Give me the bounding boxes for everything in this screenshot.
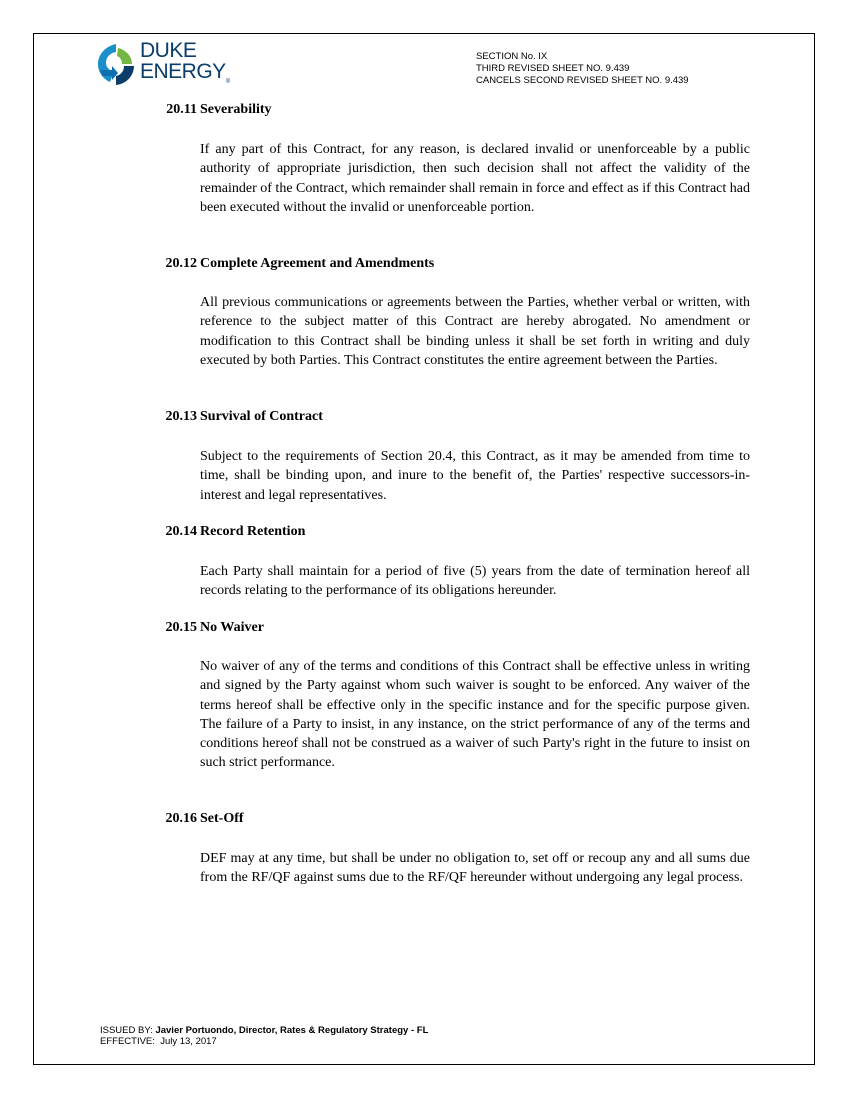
section-number: 20.11 <box>166 102 197 117</box>
section-paragraph: Each Party shall maintain for a period of five (5) years from the date of termination hereof all records relating to the performance of its obligations hereunder. <box>200 564 750 599</box>
logo-line-2: $ENERGY_®$ <box>140 60 230 86</box>
section-number: 20.14 <box>165 524 197 539</box>
section-number: 20.15 <box>165 620 197 635</box>
issued-label: ISSUED BY: <box>100 1025 153 1036</box>
section-no: SECTION No. IX <box>476 51 548 62</box>
effective-value: July 13, 2017 <box>160 1036 217 1047</box>
section-paragraph: All previous communications or agreements between the Parties, whether verbal or written, with reference to the subject matter of this Contract are hereby abrogated. No amendment or modification to this Contract shall be binding unless it shall be set forth in writing and duly executed by both Parties. This Contract constitutes the entire agreement between the Parties. <box>200 295 750 368</box>
effective-label: EFFECTIVE: <box>100 1036 155 1047</box>
section-number: 20.12 <box>165 256 197 271</box>
section-title: Set-Off <box>200 811 244 826</box>
section-paragraph: No waiver of any of the terms and conditions of this Contract shall be effective unless in writing and signed by the Party against whom such waiver is sought to be enforced. Any waiver of the terms hereof shall be effective only in the specific instance and for the specific purpose given. The failure of a Party to insist, in any instance, on the strict performance of any of the terms and conditions hereof shall not be construed as a waiver of such Party's right in the future to insist on such strict performance. <box>200 659 750 771</box>
issued-value: Javier Portuondo, Director, Rates & Regulatory Strategy - FL <box>155 1025 429 1036</box>
issued-by <box>100 1025 428 1036</box>
section-title: Survival of Contract <box>200 409 323 424</box>
section-paragraph: Subject to the requirements of Section 20.4, this Contract, as it may be amended from time to time, shall be binding upon, and inure to the benefit of, the Parties' respective successors-in-interest and legal representatives. <box>200 449 750 503</box>
footer <box>100 1025 428 1047</box>
duke-energy-logo-mark-icon <box>94 42 138 88</box>
duke-energy-logo <box>94 40 244 90</box>
section-number: 20.13 <box>165 409 197 424</box>
section-title: Severability <box>200 102 272 117</box>
section-number: 20.16 <box>165 811 197 826</box>
section-paragraph: If any part of this Contract, for any reason, is declared invalid or unenforceable by a public authority of appropriate jurisdiction, then such decision shall not affect the validity of the remainder of the Contract, which remainder shall remain in force and effect as if this Contract had been executed without the invalid or unenforceable portion. <box>200 142 750 215</box>
logo-line-1: DUKE <box>140 39 197 62</box>
sheet-no: THIRD REVISED SHEET NO. 9.439 <box>476 63 630 74</box>
logo-wordmark <box>140 40 230 93</box>
sheet-reference <box>476 51 689 87</box>
section-paragraph: DEF may at any time, but shall be under no obligation to, set off or recoup any and all sums due from the RF/QF against sums due to the RF/QF hereunder without undergoing any legal process. <box>200 851 750 886</box>
section-title: No Waiver <box>200 620 264 635</box>
section-title: Record Retention <box>200 524 306 539</box>
effective-date <box>100 1036 428 1047</box>
section-title: Complete Agreement and Amendments <box>200 256 435 271</box>
cancels-sheet: CANCELS SECOND REVISED SHEET NO. 9.439 <box>476 75 689 86</box>
